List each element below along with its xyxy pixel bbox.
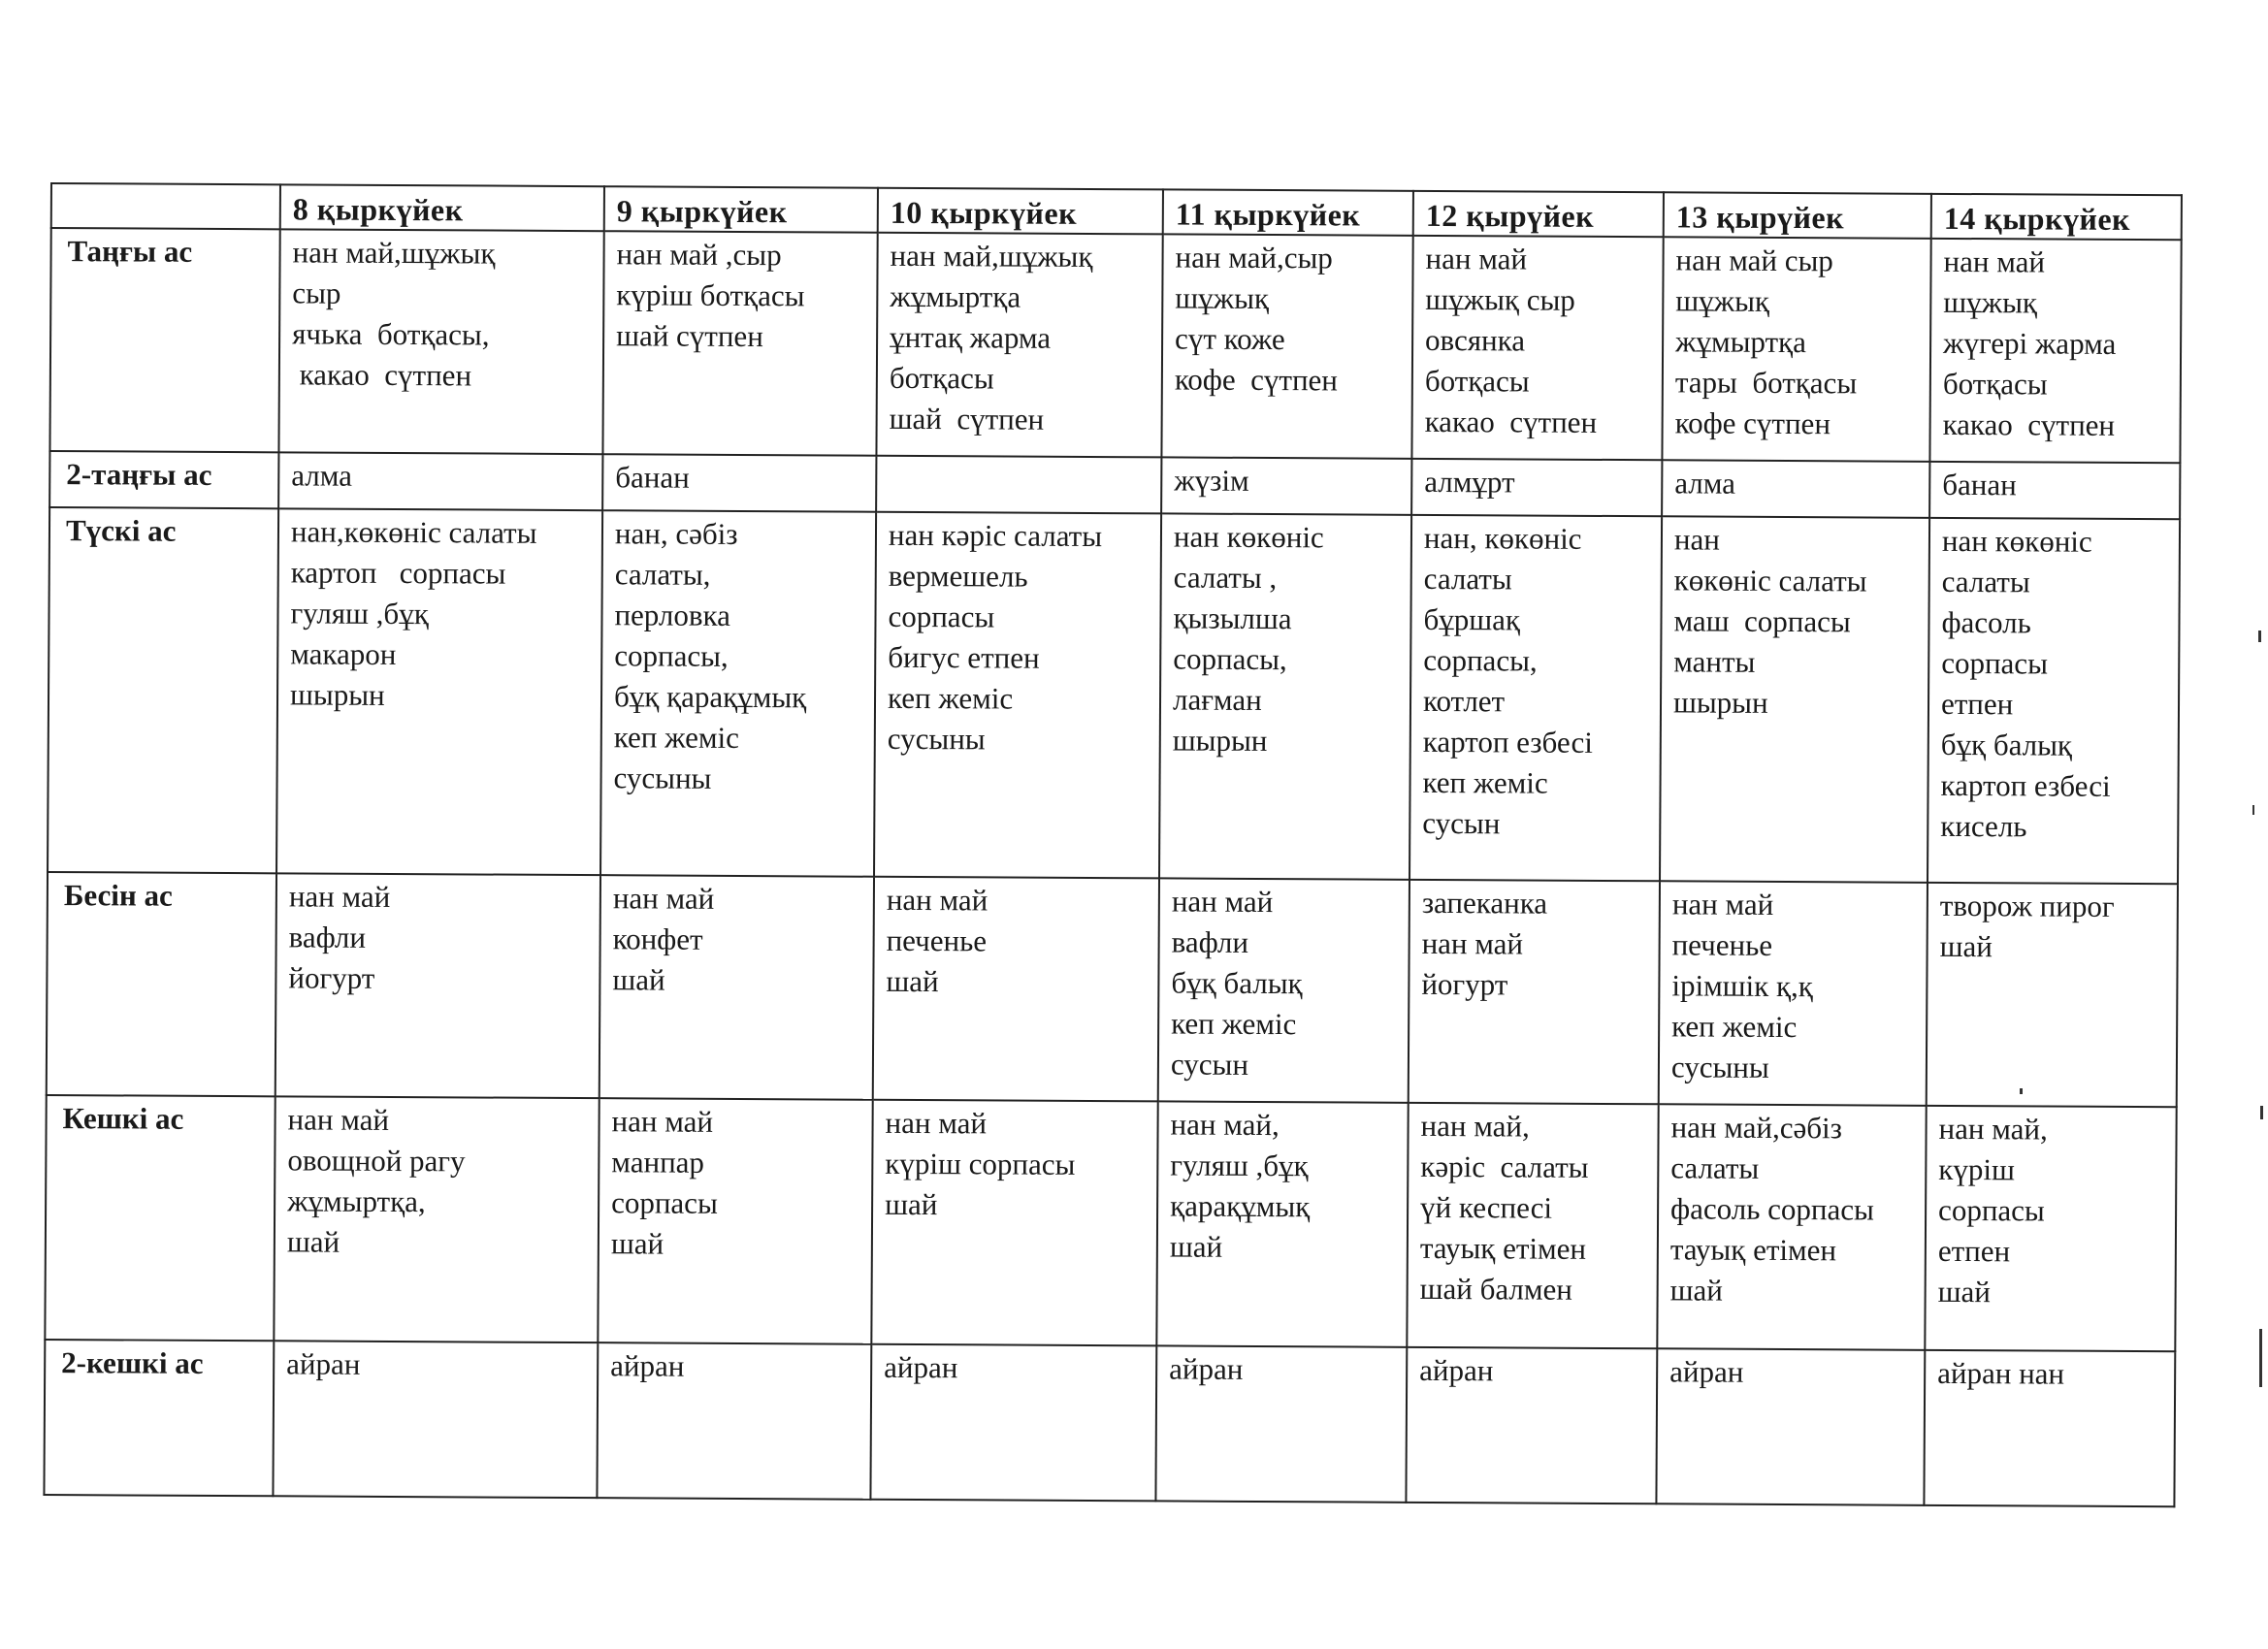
dish-line: сусыны bbox=[613, 760, 712, 795]
dish-line: нан май bbox=[288, 879, 391, 914]
dish-line: маш сорпасы bbox=[1673, 603, 1851, 639]
dish-line: нан,көкөніс салаты bbox=[290, 514, 537, 550]
dish-line: нан, көкөніс bbox=[1423, 520, 1582, 556]
menu-cell bbox=[1407, 1103, 1658, 1348]
menu-cell bbox=[1409, 515, 1662, 881]
dish-line: нан bbox=[1673, 522, 1721, 557]
dish-line: кеп жеміс bbox=[1171, 1006, 1297, 1042]
dish-line: шай bbox=[1937, 1274, 1991, 1310]
dish-line: салаты bbox=[1670, 1150, 1760, 1185]
dish-line: овсянка bbox=[1425, 322, 1526, 358]
menu-cell bbox=[273, 1341, 598, 1498]
menu-cell bbox=[1659, 881, 1928, 1106]
menu-cell bbox=[274, 1096, 599, 1342]
dish-line: запеканка bbox=[1421, 885, 1548, 921]
menu-cell bbox=[1927, 883, 2178, 1107]
dish-line: котлет bbox=[1422, 683, 1506, 719]
dish-line: ұнтақ жарма bbox=[890, 319, 1052, 355]
dish-line: шай bbox=[1169, 1229, 1223, 1264]
dish-line: сорпасы bbox=[1938, 1192, 2045, 1228]
dish-line: нан кәріс салаты bbox=[888, 517, 1103, 554]
breakfast-row bbox=[49, 228, 2181, 463]
dish-line: жүзім bbox=[1174, 463, 1249, 498]
scan-speck bbox=[2259, 1329, 2262, 1387]
dish-line: алма bbox=[291, 458, 353, 493]
menu-cell bbox=[1662, 460, 1929, 518]
dish-line: күріш bbox=[1938, 1151, 2015, 1187]
day-header: 11 қыркүйек bbox=[1163, 189, 1413, 235]
meal-label: Таңғы ас bbox=[49, 228, 279, 452]
menu-cell bbox=[278, 452, 602, 510]
menu-cell bbox=[873, 877, 1159, 1102]
dish-line: салаты bbox=[1941, 564, 2030, 599]
menu-cell bbox=[1406, 1347, 1657, 1504]
menu-cell bbox=[278, 229, 603, 454]
dish-line: сорпасы bbox=[611, 1185, 718, 1220]
dish-line: нан, сәбіз bbox=[614, 516, 738, 551]
dish-line: нан көкөніс bbox=[1173, 519, 1324, 555]
dish-line: тауық етімен bbox=[1419, 1230, 1587, 1266]
menu-cell bbox=[1159, 513, 1411, 879]
dish-line: овощной рагу bbox=[287, 1143, 466, 1179]
dish-line: йогурт bbox=[1421, 966, 1508, 1002]
dish-line: печенье bbox=[1671, 927, 1773, 962]
dish-line: айран bbox=[884, 1349, 958, 1385]
menu-cell bbox=[602, 454, 876, 512]
dish-line: нан май, bbox=[1170, 1107, 1280, 1143]
dish-line: нан май bbox=[1425, 241, 1528, 276]
menu-cell bbox=[870, 1344, 1156, 1502]
dish-line: салаты, bbox=[614, 557, 711, 592]
menu-cell bbox=[1925, 1106, 2176, 1351]
dish-line: ботқасы bbox=[889, 360, 994, 396]
dish-line: алмұрт bbox=[1424, 464, 1515, 500]
dish-line: картоп езбесі bbox=[1422, 724, 1593, 760]
menu-cell bbox=[1660, 516, 1929, 883]
menu-cell bbox=[1924, 1350, 2175, 1506]
dish-line: жүгері жарма bbox=[1943, 325, 2117, 361]
dish-line: кофе сүтпен bbox=[1174, 362, 1339, 398]
dish-line: манты bbox=[1673, 644, 1756, 679]
dish-line: шай bbox=[610, 1226, 664, 1261]
dish-line: шай bbox=[886, 963, 939, 999]
dish-line: ячька ботқасы, bbox=[292, 316, 490, 352]
dish-line: шырын bbox=[1172, 723, 1268, 759]
menu-cell bbox=[600, 510, 876, 877]
menu-cell bbox=[1158, 878, 1409, 1102]
menu-cell bbox=[1411, 459, 1662, 516]
dish-line: тары ботқасы bbox=[1674, 365, 1858, 401]
dish-line: картоп сорпасы bbox=[290, 555, 506, 591]
dish-line: нан май,шұжық bbox=[890, 238, 1093, 275]
dish-line: шұжық сыр bbox=[1425, 281, 1575, 317]
dish-line: какао сүтпен bbox=[1424, 404, 1598, 439]
dish-line: нан май bbox=[1943, 243, 2046, 279]
menu-cell bbox=[1411, 236, 1663, 460]
menu-cell bbox=[1929, 239, 2181, 463]
menu-cell bbox=[876, 233, 1162, 458]
dish-line: вермешель bbox=[888, 558, 1028, 594]
menu-cell bbox=[598, 1098, 872, 1344]
dish-line: жұмыртқа bbox=[890, 278, 1021, 314]
dish-line: лағман bbox=[1172, 682, 1262, 717]
dish-line: шай bbox=[286, 1224, 340, 1259]
afternoon-snack-row bbox=[47, 872, 2178, 1107]
dish-line: нан май bbox=[1171, 884, 1274, 920]
dish-line: шай bbox=[1669, 1273, 1723, 1308]
dish-line: фасоль bbox=[1941, 604, 2031, 640]
dish-line: жұмыртқа bbox=[1675, 324, 1807, 360]
dish-line: макарон bbox=[290, 636, 397, 671]
scan-speck bbox=[2260, 1106, 2263, 1119]
dish-line: салаты bbox=[1423, 561, 1512, 597]
lunch-row bbox=[48, 507, 2180, 884]
corner-cell bbox=[51, 183, 280, 229]
dish-line: кеп жеміс bbox=[1422, 764, 1548, 800]
dish-line: шай сүтпен bbox=[616, 318, 763, 354]
menu-cell bbox=[1656, 1348, 1925, 1505]
dish-line: сусын bbox=[1422, 805, 1501, 841]
dish-line: шай bbox=[885, 1186, 938, 1222]
day-header: 8 қыркүйек bbox=[280, 184, 604, 231]
dish-line: какао сүтпен bbox=[1942, 406, 2116, 442]
dish-line: шай bbox=[612, 962, 665, 997]
dish-line: манпар bbox=[611, 1145, 705, 1180]
dish-line: айран bbox=[1419, 1352, 1494, 1388]
menu-cell bbox=[1156, 1101, 1408, 1346]
menu-cell bbox=[276, 508, 602, 875]
dish-line: бұқ балық bbox=[1171, 965, 1303, 1001]
dish-line: сорпасы, bbox=[1423, 642, 1538, 678]
dish-line: нан май bbox=[1421, 925, 1524, 961]
menu-cell bbox=[874, 512, 1161, 879]
dish-line: алма bbox=[1674, 466, 1736, 501]
scan-speck bbox=[2020, 1088, 2023, 1094]
dish-line: нан май, bbox=[1420, 1108, 1530, 1144]
dish-line: сорпасы, bbox=[614, 638, 729, 673]
dish-line: айран bbox=[1169, 1351, 1244, 1386]
dish-line: нан май bbox=[886, 882, 988, 918]
menu-cell bbox=[1161, 457, 1411, 514]
dish-line: нан май сыр bbox=[1675, 242, 1833, 278]
scan-speck bbox=[2252, 805, 2254, 815]
dish-line: банан bbox=[1942, 467, 2017, 502]
dish-line: шай bbox=[1939, 928, 1993, 964]
dish-line: нан май bbox=[1671, 887, 1774, 922]
dish-line: ірімшік қ,қ bbox=[1671, 968, 1814, 1004]
day-header: 10 қыркүйек bbox=[878, 188, 1163, 235]
dish-line: сусыны bbox=[1670, 1050, 1769, 1084]
dish-line: ботқасы bbox=[1424, 363, 1530, 399]
dish-line: айран нан bbox=[1937, 1355, 2065, 1391]
dish-line: фасоль сорпасы bbox=[1670, 1191, 1874, 1227]
dish-line: күріш сорпасы bbox=[885, 1146, 1076, 1181]
dish-line: конфет bbox=[612, 922, 703, 956]
dish-line: шұжық bbox=[1675, 283, 1770, 318]
dish-line: кеп жеміс bbox=[1671, 1009, 1798, 1045]
dish-line: шай балмен bbox=[1419, 1271, 1572, 1307]
dish-line: шырын bbox=[1672, 685, 1768, 720]
menu-cell bbox=[1409, 880, 1660, 1104]
menu-cell bbox=[1662, 237, 1930, 462]
dish-line: кеп жеміс bbox=[613, 720, 740, 755]
menu-cell bbox=[597, 1342, 871, 1500]
dish-line: сусыны bbox=[887, 721, 986, 757]
menu-cell bbox=[275, 873, 600, 1098]
meal-label: 2-кешкі ас bbox=[44, 1340, 274, 1496]
dish-line: сорпасы, bbox=[1173, 641, 1287, 677]
menu-cell bbox=[1161, 234, 1412, 458]
dish-line: бигус етпен bbox=[888, 639, 1040, 675]
menu-cell bbox=[1657, 1104, 1926, 1350]
dinner-row bbox=[45, 1095, 2176, 1351]
meal-label: Кешкі ас bbox=[45, 1095, 275, 1341]
dish-line: творож пирог bbox=[1939, 888, 2115, 923]
dish-line: айран bbox=[286, 1346, 361, 1381]
dish-line: нан көкөніс bbox=[1941, 523, 2092, 559]
dish-line: шай сүтпен bbox=[889, 401, 1045, 436]
dish-line: сорпасы bbox=[888, 598, 995, 634]
dish-line: салаты , bbox=[1173, 560, 1278, 596]
dish-line: қарақұмық bbox=[1170, 1188, 1311, 1224]
dish-line: үй кеспесі bbox=[1420, 1189, 1553, 1225]
dish-line: сыр bbox=[292, 275, 341, 310]
dish-line: айран bbox=[610, 1348, 685, 1383]
dish-line: ботқасы bbox=[1942, 366, 2048, 402]
weekly-menu-table bbox=[43, 182, 2183, 1507]
dish-line: етпен bbox=[1937, 1233, 2011, 1269]
dish-line: кофе сүтпен bbox=[1674, 405, 1831, 441]
meal-label: Түскі ас bbox=[48, 507, 278, 873]
dish-line: нан май bbox=[287, 1102, 390, 1137]
dish-line: бұқ балық bbox=[1940, 727, 2073, 762]
dish-line: тауық етімен bbox=[1669, 1232, 1837, 1268]
dish-line: сорпасы bbox=[1941, 645, 2049, 681]
dish-line: көкөніс салаты bbox=[1673, 563, 1867, 598]
dish-line: нан май ,сыр bbox=[616, 237, 782, 273]
dish-line: етпен bbox=[1940, 686, 2014, 722]
menu-cell bbox=[871, 1100, 1157, 1346]
dish-line: банан bbox=[615, 460, 690, 495]
dish-line: нан май bbox=[885, 1105, 988, 1141]
dish-line: нан май, bbox=[1938, 1111, 2048, 1147]
dish-line: печенье bbox=[886, 922, 988, 958]
dish-line: нан май,сыр bbox=[1175, 240, 1333, 275]
menu-cell bbox=[1928, 518, 2180, 884]
dish-line: нан май bbox=[611, 1104, 714, 1139]
dish-line: шырын bbox=[289, 677, 385, 712]
dish-line: вафли bbox=[288, 920, 367, 954]
dish-line: перловка bbox=[614, 598, 731, 632]
day-header: 9 қыркүйек bbox=[604, 186, 878, 233]
dish-line: картоп езбесі bbox=[1940, 767, 2111, 803]
dish-line: нан май bbox=[612, 881, 715, 916]
dish-line: кеп жеміс bbox=[887, 680, 1014, 716]
dish-line: жұмыртқа, bbox=[287, 1183, 426, 1219]
dish-line: қызылша bbox=[1173, 600, 1292, 636]
dish-line: кәріс салаты bbox=[1420, 1148, 1589, 1184]
dish-line: бұршақ bbox=[1423, 601, 1521, 637]
dish-line: гуляш ,бұқ bbox=[290, 596, 429, 631]
menu-cell bbox=[1155, 1345, 1407, 1502]
dish-line: шұжық bbox=[1175, 280, 1270, 316]
dish-line: шұжық bbox=[1943, 284, 2038, 320]
scan-speck bbox=[2258, 630, 2261, 642]
dish-line: сусын bbox=[1170, 1047, 1249, 1082]
dish-line: күріш ботқасы bbox=[616, 277, 805, 313]
dish-line: нан май,сәбіз bbox=[1670, 1110, 1843, 1146]
menu-cell bbox=[876, 456, 1161, 514]
day-header: 14 қыркүйек bbox=[1931, 194, 2182, 240]
dish-line: йогурт bbox=[288, 960, 375, 995]
dish-line: какао сүтпен bbox=[291, 357, 472, 393]
day-header: 12 қырүйек bbox=[1413, 191, 1664, 237]
dish-line: нан май,шұжық bbox=[292, 235, 496, 271]
dish-line: сүт коже bbox=[1175, 321, 1285, 357]
dish-line: айран bbox=[1669, 1354, 1744, 1389]
dish-line: гуляш ,бұқ bbox=[1170, 1148, 1309, 1183]
dish-line: вафли bbox=[1171, 924, 1249, 959]
menu-cell bbox=[599, 875, 874, 1100]
menu-cell bbox=[1929, 462, 2180, 519]
second-dinner-row bbox=[44, 1340, 2175, 1506]
dish-line: кисель bbox=[1940, 808, 2027, 844]
menu-cell bbox=[602, 231, 877, 456]
dish-line: бұқ қарақұмық bbox=[613, 679, 807, 715]
day-header: 13 қырүйек bbox=[1664, 192, 1931, 239]
meal-label: 2-таңғы ас bbox=[49, 451, 278, 508]
meal-label: Бесін ас bbox=[47, 872, 276, 1096]
